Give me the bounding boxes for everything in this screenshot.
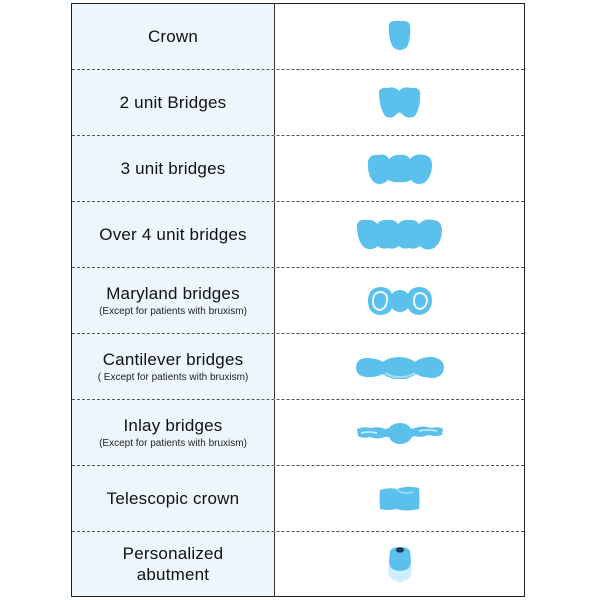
row-image-cell: [275, 334, 524, 399]
row-label-cell: [72, 202, 275, 267]
inlay-bridge-icon: [353, 413, 447, 453]
row-label: Cantilever bridges: [102, 350, 244, 369]
row-label-cell: [72, 400, 275, 465]
table-row: [72, 466, 524, 532]
row-image-cell: [275, 532, 524, 596]
row-image-cell: [275, 4, 524, 69]
row-image-cell: [275, 202, 524, 267]
table-row: [72, 400, 524, 466]
maryland-bridge-icon: [365, 281, 435, 321]
row-label: Personalized abutment: [122, 544, 224, 584]
row-label-cell: [72, 466, 275, 531]
row-note: (Except for patients with bruxism): [99, 306, 247, 317]
row-label: Inlay bridges: [123, 416, 223, 435]
row-image-cell: [275, 136, 524, 201]
table-row: [72, 268, 524, 334]
four-unit-bridge-icon: [354, 215, 446, 255]
table-row: [72, 70, 524, 136]
row-label: Crown: [147, 27, 199, 46]
row-label-cell: [72, 268, 275, 333]
row-label: Telescopic crown: [106, 489, 240, 508]
row-image-cell: [275, 70, 524, 135]
table-row: [72, 136, 524, 202]
table-row: [72, 202, 524, 268]
row-label: 2 unit Bridges: [119, 93, 227, 112]
two-unit-bridge-icon: [375, 83, 425, 123]
table-row: [72, 4, 524, 70]
telescopic-crown-icon: [375, 479, 425, 519]
three-unit-bridge-icon: [364, 149, 436, 189]
row-label-cell: [72, 4, 275, 69]
restoration-table: [71, 3, 525, 597]
row-label: Maryland bridges: [106, 284, 240, 303]
crown-icon: [380, 17, 420, 57]
row-note: ( Except for patients with bruxism): [97, 372, 249, 383]
personalized-abutment-icon: [380, 542, 420, 586]
row-label: 3 unit bridges: [120, 159, 226, 178]
row-label-cell: [72, 136, 275, 201]
table-row: [72, 334, 524, 400]
row-label: Over 4 unit bridges: [99, 225, 247, 244]
row-label-cell: [72, 532, 275, 596]
row-label-cell: [72, 334, 275, 399]
table-row: [72, 532, 524, 596]
row-label-cell: [72, 70, 275, 135]
row-image-cell: [275, 400, 524, 465]
cantilever-bridge-icon: [353, 347, 447, 387]
row-image-cell: [275, 268, 524, 333]
row-note: (Except for patients with bruxism): [99, 438, 247, 449]
row-image-cell: [275, 466, 524, 531]
